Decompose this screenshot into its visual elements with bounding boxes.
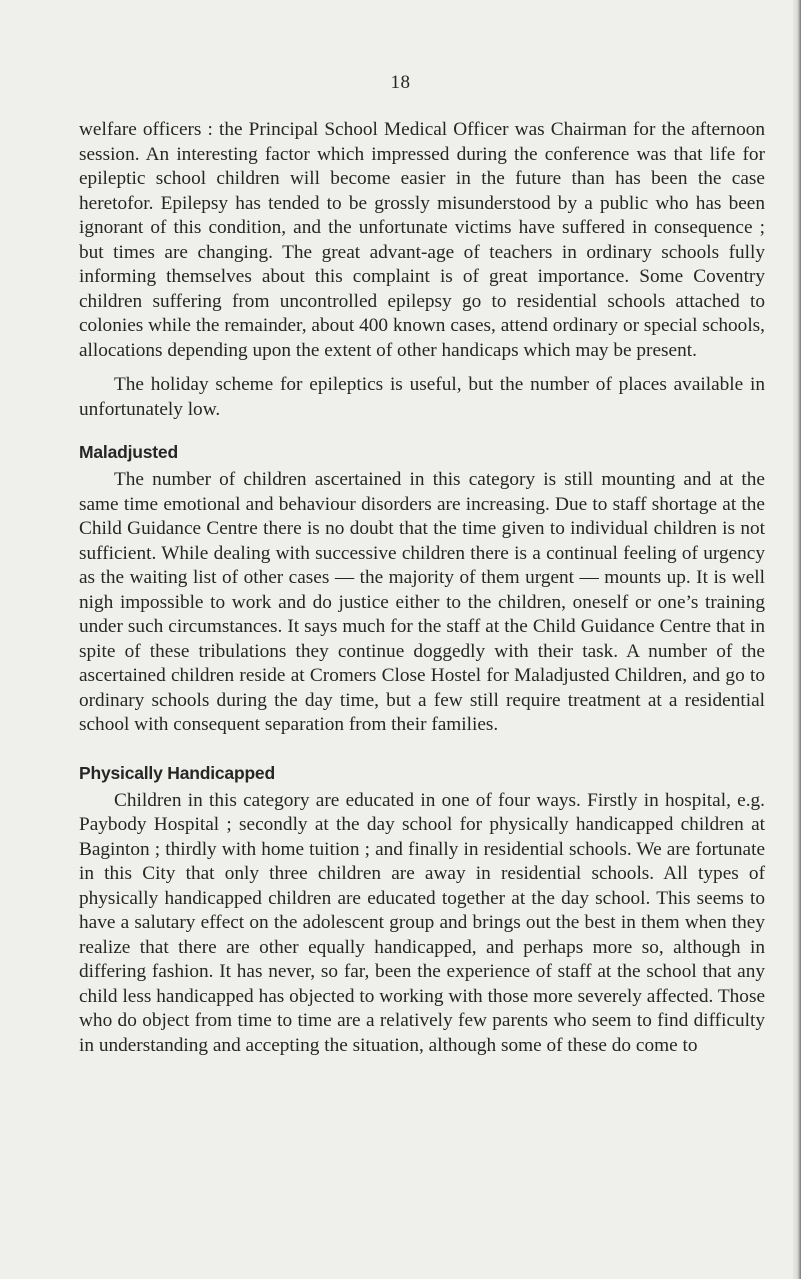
intro-paragraph-1: welfare officers : the Principal School Medical Officer was Chairman for the afternoon session. An interesting factor which impressed during the conference was that life for epileptic school children will become easier in the future than has been the case heretofor. Epilepsy has tended to be grossly misunderstood by a public who has been ignorant of this condition, and the unfortunate victims have suffered in consequence ; but times are changing. The great advant-age of teachers in ordinary schools fully informing themselves about this complaint is of great importance. Some Coventry children suffering from uncontrolled epilepsy go to residential schools attached to colonies while the remainder, about 400 known cases, attend ordinary or special schools, allocations depending upon the extent of other handicaps which may be present. — [79, 119, 765, 361]
intro-paragraph-2: The holiday scheme for epileptics is useful, but the number of places available in unfortunately low. — [79, 374, 765, 420]
section-body-maladjusted: The number of children ascertained in this category is still mounting and at the same time emotional and behaviour disorders are increasing. Due to staff shortage at the Child Guidance Centre there is no doubt that the time given to individual children is not sufficient. While dealing with successive children there is a continual feeling of urgency as the waiting list of other cases — the majority of them urgent — mounts up. It is well nigh impossible to work and do justice either to the children, oneself or one’s training under such circumstances. It says much for the staff at the Child Guidance Centre that in spite of these tribulations they continue doggedly with their task. A number of the ascertained children reside at Cromers Close Hostel for Maladjusted Children, and go to ordinary schools during the day time, but a few still require treatment at a residential school with consequent separation from their families. — [79, 469, 765, 735]
page-edge-shadow — [793, 0, 801, 1279]
section-heading-physically-handicapped: Physically Handicapped — [79, 762, 275, 783]
section-body-physically-handicapped: Children in this category are educated in one of four ways. Firstly in hospital, e.g. Paybody Hospital ; secondly at the day school for physically handicapped children at Baginton ; thirdly with home tuition ; and finally in residential schools. We are fortunate in this City that only three children are away in residential schools. All types of physically handicapped children are educated together at the day school. This seems to have a salutary effect on the adolescent group and brings out the best in them when they realize that there are other equally handicapped, and perhaps more so, although in differing fashion. It has never, so far, been the experience of staff at the school that any child less handicapped has objected to working with those more severely affected. Those who do object from time to time are a relatively few parents who seem to find difficulty in understanding and accepting the situation, although some of these do come to — [79, 789, 765, 1056]
page-number: 18 — [390, 72, 411, 93]
section-heading-maladjusted: Maladjusted — [79, 442, 178, 462]
page-content — [79, 118, 765, 1058]
